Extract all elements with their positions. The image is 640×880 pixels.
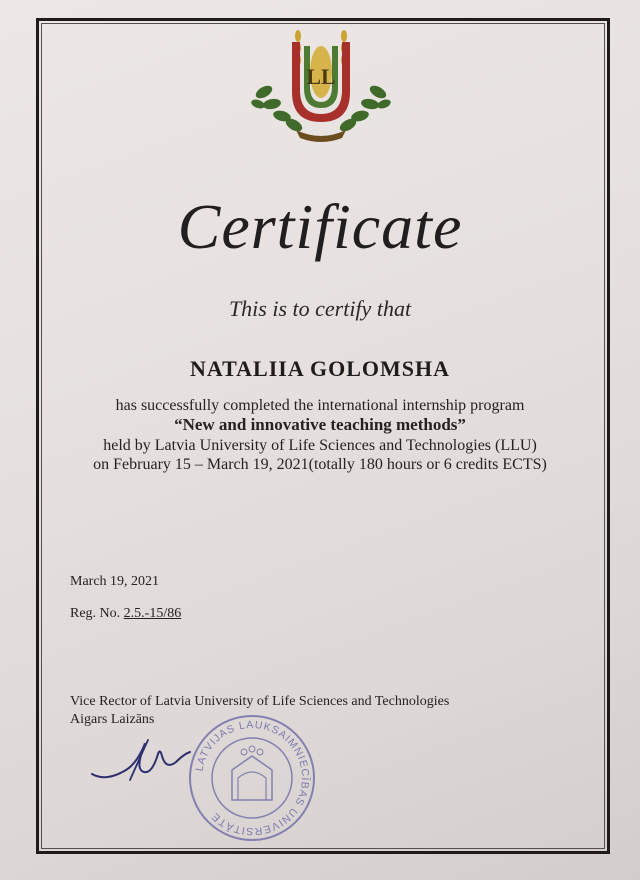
svg-text:LATVIJAS LAUKSAIMNIECĪBAS UNIV: LATVIJAS LAUKSAIMNIECĪBAS UNIVERSITĀTE: [193, 718, 312, 838]
university-emblem: [246, 22, 396, 146]
signatory-title: Vice Rector of Latvia University of Life Sciences and Technologies: [70, 694, 450, 709]
reg-number: 2.5.-15/86: [123, 606, 182, 621]
program-name: “New and innovative teaching methods”: [174, 415, 466, 434]
dates-line: on February 15 – March 19, 2021(totally 180 hours or 6 credits ECTS): [93, 456, 547, 473]
signatory-name: Aigars Laizāns: [70, 712, 155, 727]
reg-label: Reg. No.: [70, 606, 121, 621]
certificate-title: Certificate: [177, 191, 463, 262]
host-line: held by Latvia University of Life Sciences and Technologies (LLU): [103, 437, 537, 454]
completion-line: has successfully completed the international internship program: [115, 397, 525, 414]
certify-line: This is to certify that: [228, 296, 412, 321]
recipient-name: NATALIIA GOLOMSHA: [189, 356, 451, 381]
svg-text:LL: LL: [306, 64, 336, 89]
university-seal: [186, 712, 318, 844]
signature: [86, 722, 196, 792]
issue-date: March 19, 2021: [70, 574, 160, 589]
registration-number: [70, 606, 181, 622]
